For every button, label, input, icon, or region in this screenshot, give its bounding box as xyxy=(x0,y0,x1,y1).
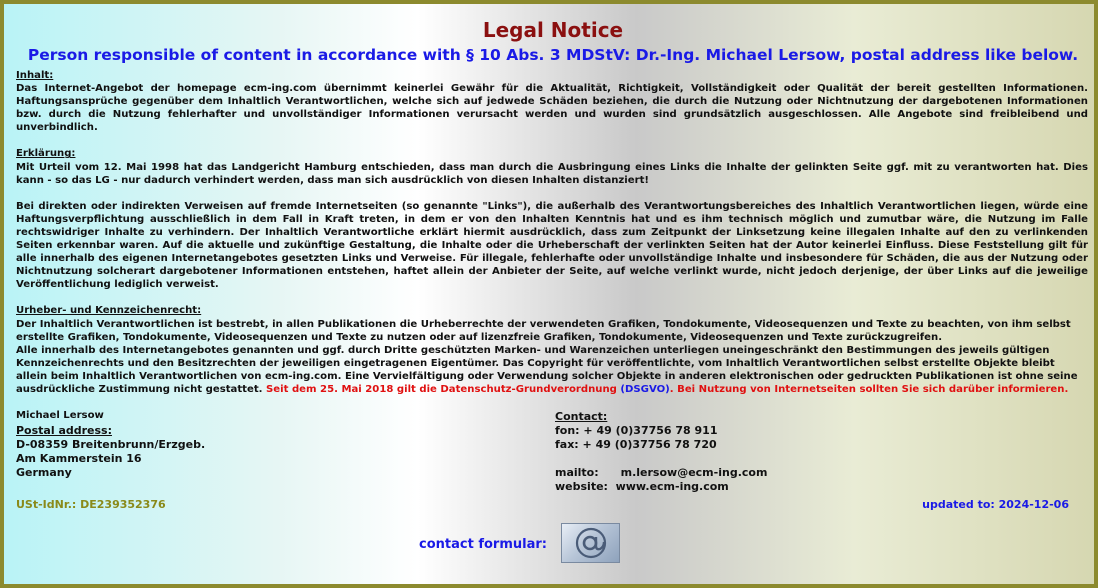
mailto-link[interactable]: m.lersow@ecm-ing.com xyxy=(620,466,768,479)
urheber-text-2-body: Alle innerhalb des Internetangebotes genannten und ggf. durch Dritte geschützten Marken- und Warenzeichen unterliegen uneingeschränkt den Bestimmungen des jeweils gültigen Kennzeichenrechts und den Besitzrechten der jeweiligen eingetragenen Eigentümer. Das Copyright für veröffentlichte, vom Inhaltlich Verantwortlichen selbst erstellte Objekte bleibt allein beim Inhaltlich Verantwortlichen von ecm-ing.com. Eine Vervielfältigung oder Verwendung solcher Objekte in anderen elektronischen oder gedruckten Publikationen ist ohne seine ausdrückliche Zustimmung nicht gestattet. xyxy=(16,344,1078,395)
erklaerung-heading: Erklärung: xyxy=(16,148,76,160)
updated-date: updated to: 2024-12-06 xyxy=(922,498,1069,511)
dsgvo-link[interactable]: (DSGVO) xyxy=(620,383,670,395)
contact-heading: Contact: xyxy=(555,410,608,423)
phone-number: fon: + 49 (0)37756 78 911 xyxy=(555,424,718,437)
postal-address-block xyxy=(16,424,205,480)
inhalt-text: Das Internet-Angebot der homepage ecm-ing.com übernimmt keinerlei Gewähr für die Aktualität, Richtigkeit, Vollständigkeit oder Qualität der bereit gestellten Informationen. Haftungsansprüche gegenüber dem Inhaltlich Verantwortlichen, welche sich auf jedwede Schäden beziehen, die durch die Nutzung oder Nichtnutzung der dargebotenen Informationen bzw. durch die Nutzung fehlerhafter und unvollständiger Informationen verursacht werden und wurden sind grundsätzlich ausgeschlossen. Alle Angebote sind freibleibend und unverbindlich. xyxy=(16,83,1088,134)
urheber-text-2 xyxy=(16,344,1088,396)
links-text: Bei direkten oder indirekten Verweisen auf fremde Internetseiten (so genannte "Links"), die außerhalb des Verantwortungsbereiches des Inhaltlich Verantwortlichen liegen, würde eine Haftungsverpflichtung ausschließlich in dem Fall in Kraft treten, in dem er von den Inhalten Kenntnis hat und es ihm technisch möglich und zumutbar wäre, die Nutzung im Falle rechtswidriger Inhalte zu verhindern. Der Inhaltlich Verantwortliche erklärt hiermit ausdrücklich, dass zum Zeitpunkt der Linksetzung keine illegalen Inhalte auf den zu verlinkenden Seiten erkennbar waren. Auf die aktuelle und zukünftige Gestaltung, die Inhalte oder die Urheberschaft der verlinkten Seiten hat der Autor keinerlei Einfluss. Diese Feststellung gilt für alle innerhalb des eigenen Internetangebotes gesetzten Links und Verweise. Für illegale, fehlerhafte oder unvollständige Inhalte und insbesondere für Schäden, die aus der Nutzung oder Nichtnutzung solcherart dargebotener Informationen entstehen, haftet allein der Anbieter der Seite, auf welche verlinkt wurde, nicht jedoch derjenige, der über Links auf die jeweilige Veröffentlichung lediglich verweist. xyxy=(16,200,1088,291)
at-sign-icon xyxy=(573,525,609,561)
postal-line-1: D-08359 Breitenbrunn/Erzgeb. xyxy=(16,438,206,451)
dsgvo-notice-end: . Bei Nutzung von Internetseiten sollten Sie sich darüber informieren. xyxy=(669,383,1069,395)
vat-id: USt-IdNr.: DE239352376 xyxy=(16,498,166,511)
contact-formular-label: contact formular: xyxy=(419,537,547,552)
urheber-text-1: Der Inhaltlich Verantwortlichen ist bestrebt, in allen Publikationen die Urheberrechte der verwendeten Grafiken, Tondokumente, Videosequenzen und Texte zu beachten, von ihm selbst erstellte Grafiken, Tondokumente, Videosequenzen und Texte zu nutzen oder auf lizenzfreie Grafiken, Tondokumente, Videosequenzen und Texte zurückzugreifen. xyxy=(16,318,1071,343)
contact-form-button[interactable] xyxy=(561,523,620,563)
legal-content xyxy=(16,69,1088,422)
mailto-label: mailto: xyxy=(555,466,599,479)
website-link[interactable]: www.ecm-ing.com xyxy=(615,480,729,493)
fax-number: fax: + 49 (0)37756 78 720 xyxy=(555,438,717,451)
postal-line-2: Am Kammerstein 16 xyxy=(16,452,142,465)
postal-line-3: Germany xyxy=(16,466,72,479)
mailto-row xyxy=(555,466,767,480)
dsgvo-notice: Seit dem 25. Mai 2018 gilt die Datenschutz-Grundverordnung xyxy=(266,383,617,395)
contact-block xyxy=(555,410,767,494)
urheber-heading: Urheber- und Kennzeichenrecht: xyxy=(16,305,202,317)
website-label: website: xyxy=(555,480,608,493)
postal-heading: Postal address: xyxy=(16,424,112,437)
page-subtitle: Person responsible of content in accordance with § 10 Abs. 3 MDStV: Dr.-Ing. Michael Lersow, postal address like below. xyxy=(27,46,1079,64)
signature: Michael Lersow xyxy=(16,410,104,422)
page-title: Legal Notice xyxy=(482,18,624,42)
erklaerung-text: Mit Urteil vom 12. Mai 1998 hat das Landgericht Hamburg entschieden, dass man durch die Ausbringung eines Links die Inhalte der gelinkten Seite ggf. mit zu verantworten hat. Dies kann - so das LG - nur dadurch verhindert werden, dass man sich ausdrücklich von diesen Inhalten distanziert! xyxy=(16,161,1088,186)
website-row xyxy=(555,480,767,494)
inhalt-heading: Inhalt: xyxy=(16,70,54,81)
